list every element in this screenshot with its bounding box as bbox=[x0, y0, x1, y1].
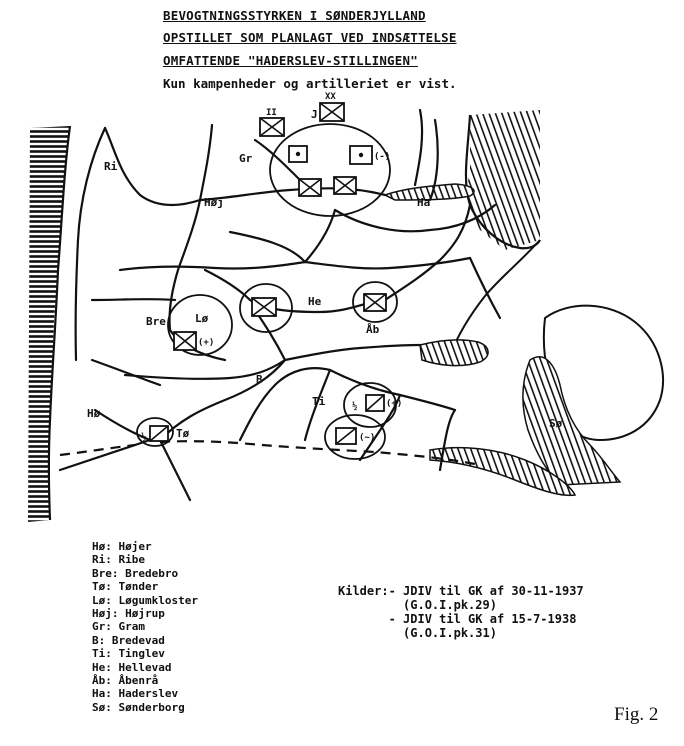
label-ti: Ti bbox=[312, 395, 326, 408]
figure-label: Fig. 2 bbox=[614, 704, 659, 725]
unit-symbol-artillery-gram bbox=[289, 146, 307, 162]
legend-item: Ri: Ribe bbox=[92, 553, 145, 567]
map-title-line-2: OPSTILLET SOM PLANLAGT VED INDSÆTTELSE bbox=[163, 30, 457, 45]
unit-mark-plus-ti: (+) bbox=[386, 399, 403, 409]
unit-symbol-gram-2 bbox=[299, 179, 321, 196]
legend-item: Gr: Gram bbox=[92, 620, 145, 634]
road-network bbox=[60, 110, 500, 500]
legend-item: Sø: Sønderborg bbox=[92, 700, 185, 714]
label-j: J bbox=[311, 108, 318, 121]
sources-block bbox=[338, 584, 584, 640]
legend-item: Ha: Haderslev bbox=[92, 687, 179, 701]
label-b: B bbox=[256, 373, 263, 386]
legend-item: Lø: Løgumkloster bbox=[92, 593, 198, 607]
map-title-line-3: OMFATTENDE "HADERSLEV-STILLINGEN" bbox=[163, 53, 418, 68]
legend-item: B: Bredevad bbox=[92, 633, 165, 647]
map-subtitle: Kun kampenheder og artilleriet er vist. bbox=[163, 76, 457, 91]
unit-mark-half-ti: ½ bbox=[352, 402, 358, 412]
label-bre: Bre bbox=[146, 315, 166, 328]
legend-item: Tø: Tønder bbox=[92, 580, 159, 594]
east-sea-hatching-north bbox=[465, 110, 540, 250]
unit-mark-minus: (-) bbox=[374, 152, 391, 162]
place-name-legend bbox=[92, 540, 198, 714]
sources-line-1: Kilder:- JDIV til GK af 30-11-1937 bbox=[338, 584, 584, 598]
legend-item: Ti: Tinglev bbox=[92, 647, 165, 661]
label-he: He bbox=[308, 295, 322, 308]
unit-group-outlines bbox=[137, 124, 397, 459]
legend-item: Hø: Højer bbox=[92, 540, 152, 553]
unit-symbol-tonder bbox=[141, 426, 168, 443]
sources-line-3: - JDIV til GK af 15-7-1938 bbox=[338, 612, 577, 626]
label-ha: Ha bbox=[417, 196, 431, 209]
unit-mark-half-to: ½ bbox=[141, 433, 147, 443]
sources-line-4: (G.O.I.pk.31) bbox=[338, 626, 497, 640]
east-coastline-middle bbox=[450, 240, 540, 355]
legend-item: Høj: Højrup bbox=[92, 607, 165, 621]
border-line bbox=[60, 441, 480, 465]
unit-mark-plus-lo: (+) bbox=[198, 338, 215, 348]
label-ho: Hø bbox=[87, 407, 101, 420]
label-lo: Lø bbox=[195, 312, 209, 325]
unit-symbol-tinglev-2 bbox=[336, 428, 375, 444]
unit-mark-ii: II bbox=[266, 108, 277, 118]
unit-symbol-aabenraa bbox=[364, 294, 386, 311]
legend-item: Bre: Bredebro bbox=[92, 566, 179, 580]
label-gr: Gr bbox=[239, 152, 253, 165]
label-to: Tø bbox=[176, 427, 190, 440]
unit-symbol-gram-3 bbox=[334, 177, 356, 194]
sources-line-2: (G.O.I.pk.29) bbox=[338, 598, 497, 612]
label-hoj: Høj bbox=[204, 196, 224, 209]
unit-mark-xx: XX bbox=[325, 92, 336, 102]
map-title-line-1: BEVOGTNINGSSTYRKEN I SØNDERJYLLAND bbox=[163, 8, 426, 23]
label-ab: Åb bbox=[366, 323, 380, 336]
unit-symbol-hellevad bbox=[252, 298, 276, 316]
unit-symbol-gram-1 bbox=[260, 108, 284, 136]
unit-symbol-logumkloster bbox=[174, 332, 214, 350]
legend-item: He: Hellevad bbox=[92, 660, 172, 674]
unit-symbol-division-hq bbox=[320, 92, 344, 121]
label-ri: Ri bbox=[104, 160, 118, 173]
legend-item: Åb: Åbenrå bbox=[92, 674, 159, 688]
aabenraa-fjord bbox=[420, 340, 488, 366]
unit-mark-minus-ti: (~) bbox=[359, 433, 376, 443]
label-so: Sø bbox=[549, 417, 563, 430]
